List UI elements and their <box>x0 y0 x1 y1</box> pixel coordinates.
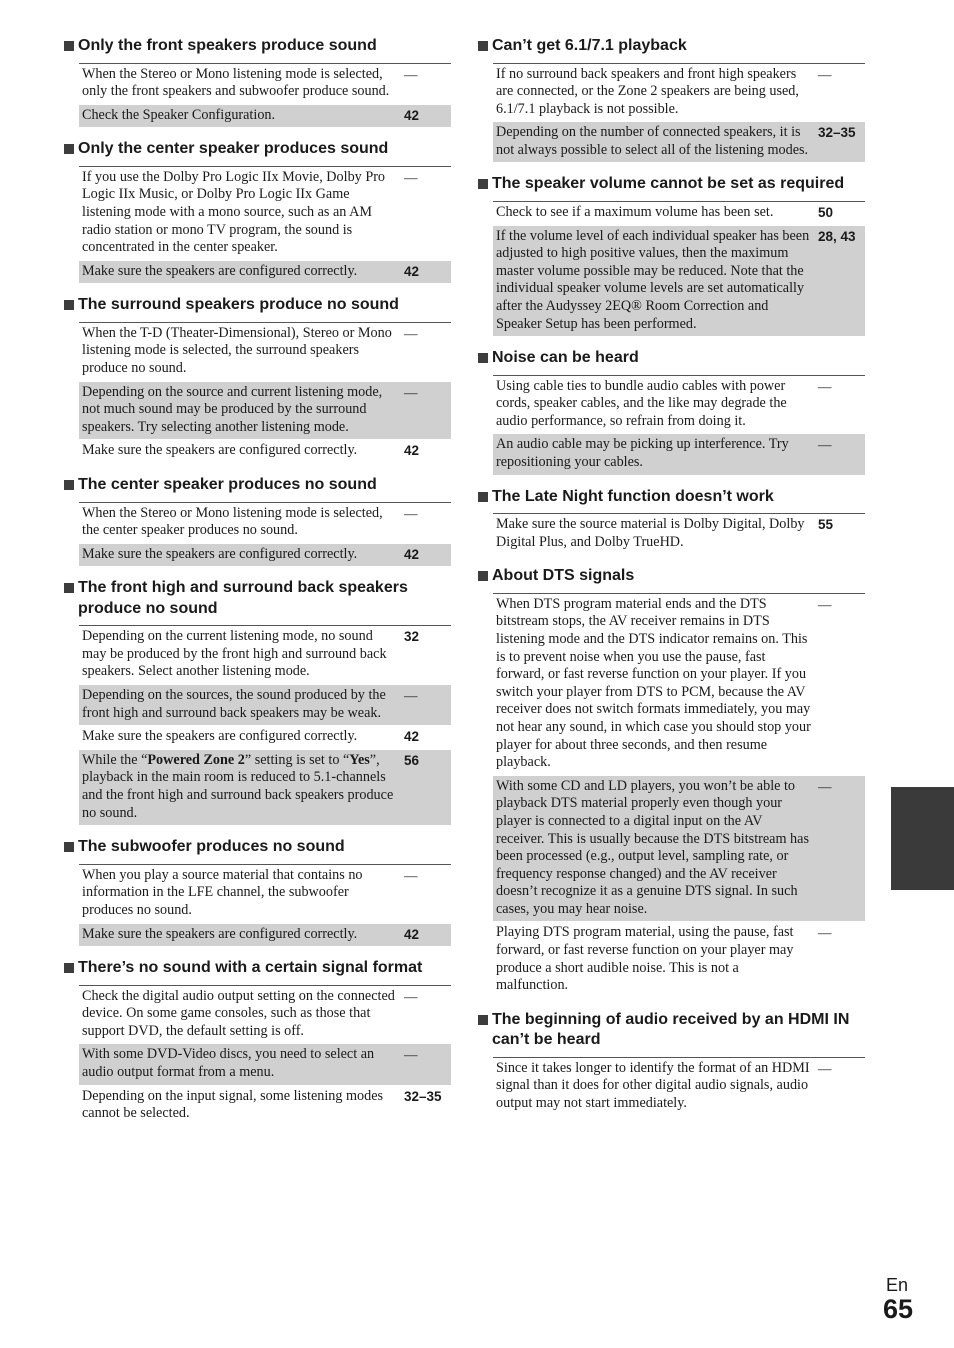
solution-row <box>79 323 451 382</box>
solution-table <box>493 201 865 337</box>
square-bullet-icon <box>478 41 488 51</box>
solution-table <box>79 502 451 568</box>
solution-row <box>493 776 865 923</box>
page-reference: 32–35 <box>404 1088 442 1104</box>
page-reference: — <box>404 1047 418 1063</box>
solution-row <box>79 167 451 261</box>
solution-text: Depending on the sources, the sound produced by the front high and surround back speakers may be weak. <box>82 687 386 721</box>
section-heading <box>64 578 451 625</box>
page-reference: 42 <box>404 926 420 942</box>
solution-table <box>493 1057 865 1117</box>
troubleshoot-section <box>64 578 451 826</box>
section-heading <box>478 1010 865 1057</box>
solution-row <box>493 376 865 435</box>
page-reference: — <box>818 925 832 941</box>
section-heading <box>64 139 451 166</box>
page-reference: 56 <box>404 752 420 768</box>
troubleshoot-section <box>64 295 451 464</box>
square-bullet-icon <box>64 300 74 310</box>
section-heading <box>64 295 451 322</box>
solution-text: If no surround back speakers and front high speakers are connected, or the Zone 2 speakers are being used, 6.1/7.1 playback is not possible. <box>496 65 799 117</box>
solution-text: Make sure the speakers are configured correctly. <box>82 262 358 279</box>
solution-text: An audio cable may be picking up interference. Try repositioning your cables. <box>496 436 789 470</box>
page-reference: — <box>818 596 832 612</box>
troubleshoot-section <box>478 348 865 475</box>
section-title: The Late Night function doesn’t work <box>492 487 774 505</box>
section-heading <box>64 36 451 63</box>
page-reference: 55 <box>818 517 834 533</box>
section-heading <box>64 958 451 985</box>
section-heading <box>64 837 451 864</box>
solution-row <box>79 105 451 129</box>
page-reference: — <box>404 867 418 883</box>
section-heading <box>478 348 865 375</box>
solution-row <box>79 1044 451 1085</box>
troubleshoot-section <box>478 174 865 337</box>
solution-row <box>79 726 451 750</box>
page-reference: 32 <box>404 629 420 645</box>
solution-row <box>493 514 865 555</box>
page-reference: 50 <box>818 204 834 220</box>
troubleshoot-section <box>64 475 451 567</box>
solution-text: With some CD and LD players, you won’t be able to playback DTS material properly even though your player is connected to a digital input on the AV receiver. This is usually because the DTS bitstream has been processed (e.g., output level, sampling rate, or frequency response changed) and the AV receiver doesn’t recognize it as a genuine DTS signal. In such cases, you may hear noise. <box>496 777 809 917</box>
solution-row <box>79 685 451 726</box>
solution-row <box>79 1086 451 1127</box>
page-reference: 42 <box>404 263 420 279</box>
page-reference: — <box>404 384 418 400</box>
solution-row <box>493 434 865 475</box>
solution-table <box>79 166 451 285</box>
solution-row <box>493 922 865 998</box>
solution-text: Since it takes longer to identify the format of an HDMI signal than it does for other digital audio signals, audio output may not start immediately. <box>496 1059 810 1112</box>
solution-text: Make sure the source material is Dolby Digital, Dolby Digital Plus, and Dolby TrueHD. <box>496 516 805 550</box>
page-reference: — <box>404 325 418 341</box>
solution-row <box>79 626 451 685</box>
page-reference: 28, 43 <box>818 228 856 244</box>
square-bullet-icon <box>478 353 488 363</box>
section-title: About DTS signals <box>492 567 635 585</box>
square-bullet-icon <box>64 963 74 973</box>
solution-text: Using cable ties to bundle audio cables with power cords, speaker cables, and the like may degrade the audio performance, so refrain from doing it. <box>496 377 787 429</box>
square-bullet-icon <box>478 1015 488 1025</box>
solution-text: Make sure the speakers are configured correctly. <box>82 442 358 459</box>
solution-table <box>493 513 865 555</box>
page-reference: — <box>404 688 418 704</box>
troubleshoot-section <box>478 1010 865 1117</box>
solution-row <box>79 750 451 826</box>
solution-text: When the T-D (Theater-Dimensional), Stereo or Mono listening mode is selected, the surround speakers produce no sound. <box>82 324 392 377</box>
solution-row <box>79 261 451 285</box>
troubleshoot-section <box>478 566 865 999</box>
page-reference: — <box>818 778 832 794</box>
page-language: En <box>886 1275 909 1295</box>
solution-text: If the volume level of each individual speaker has been adjusted to high positive values, then the maximum master volume possible may be reduced. Note that the individual speaker volume levels are set automatically after the Audyssey 2EQ® Room Correction and Speaker Setup has been performed. <box>496 227 810 332</box>
section-heading <box>478 174 865 201</box>
solution-row <box>493 226 865 338</box>
troubleshoot-section <box>64 837 451 947</box>
solution-row <box>493 64 865 123</box>
page-reference: 42 <box>404 443 420 459</box>
right-column <box>478 36 865 1128</box>
troubleshoot-section <box>64 36 451 128</box>
solution-table <box>79 985 451 1127</box>
solution-text: Make sure the speakers are configured correctly. <box>82 728 358 745</box>
solution-row <box>493 202 865 226</box>
section-title: The beginning of audio received by an HDMI IN can’t be heard <box>492 1010 850 1049</box>
solution-row <box>493 594 865 776</box>
section-tab-marker <box>891 787 954 890</box>
solution-text: Depending on the current listening mode, no sound may be produced by the front high and surround back speakers. Select another listening mode. <box>82 628 387 680</box>
solution-row <box>79 382 451 441</box>
section-title: The center speaker produces no sound <box>78 476 377 493</box>
square-bullet-icon <box>64 480 74 490</box>
section-heading <box>478 566 865 593</box>
solution-text: When the Stereo or Mono listening mode is selected, only the front speakers and subwoofer produce sound. <box>82 65 390 100</box>
solution-text: Depending on the input signal, some listening modes cannot be selected. <box>82 1087 384 1122</box>
solution-row <box>79 544 451 568</box>
solution-row <box>79 865 451 924</box>
troubleshoot-section <box>64 139 451 284</box>
solution-row <box>493 122 865 163</box>
troubleshoot-section <box>478 487 865 556</box>
section-title: Noise can be heard <box>492 349 639 367</box>
solution-text: Depending on the number of connected speakers, it is not always possible to select all of the listening modes. <box>496 124 809 158</box>
solution-text: With some DVD-Video discs, you need to select an audio output format from a menu. <box>82 1046 375 1080</box>
page-reference: — <box>818 378 832 394</box>
troubleshoot-section <box>64 958 451 1127</box>
solution-table <box>79 63 451 129</box>
solution-text: Check the Speaker Configuration. <box>82 106 276 123</box>
section-title: Can’t get 6.1/7.1 playback <box>492 37 687 54</box>
solution-table <box>79 864 451 947</box>
setting-name-emphasis: Yes <box>349 751 370 768</box>
page-reference: — <box>404 505 418 521</box>
setting-name-emphasis: Powered Zone 2 <box>147 751 245 768</box>
square-bullet-icon <box>478 571 488 581</box>
solution-table <box>493 593 865 999</box>
solution-row <box>79 986 451 1045</box>
troubleshoot-section <box>478 36 865 163</box>
solution-text: When DTS program material ends and the DTS bitstream stops, the AV receiver remains in DTS listening mode and the DTS indicator remains on. This is to prevent noise when you use the pause, fast forward, or fast reverse function on your player. If you switch your player from DTS to PCM, because the AV receiver does not switch formats immediately, you may not hear any sound, in which case you should stop your player for about three seconds, and then resume playback. <box>496 595 811 771</box>
solution-text: While the “Powered Zone 2” setting is set to “Yes”, playback in the main room is reduced to 5.1-channels and the front high and surround back speakers produce no sound. <box>82 751 394 821</box>
section-title: Only the front speakers produce sound <box>78 37 377 54</box>
section-title: Only the center speaker produces sound <box>78 140 389 158</box>
square-bullet-icon <box>478 492 488 502</box>
section-title: The speaker volume cannot be set as required <box>492 175 845 193</box>
solution-text: If you use the Dolby Pro Logic IIx Movie, Dolby Pro Logic IIx Music, or Dolby Pro Logic IIx Game listening mode with a mono source, such as an AM radio station or mono TV program, the sound is concentrated in the center speaker. <box>82 168 386 256</box>
square-bullet-icon <box>64 583 74 593</box>
square-bullet-icon <box>64 842 74 852</box>
page-reference: — <box>818 437 832 453</box>
section-heading <box>478 487 865 514</box>
solution-table <box>79 322 451 464</box>
page-reference: — <box>404 66 418 82</box>
solution-text: Make sure the speakers are configured correctly. <box>82 545 358 562</box>
solution-row <box>79 503 451 544</box>
page-reference: — <box>404 169 418 185</box>
solution-row <box>79 64 451 105</box>
solution-text: Depending on the source and current listening mode, not much sound may be produced by the surround speakers. Try selecting another listening mode. <box>82 383 383 435</box>
solution-row <box>79 440 451 464</box>
solution-text: Check the digital audio output setting on the connected device. On some game consoles, such as those that support DVD, the default setting is off. <box>82 987 395 1039</box>
section-title: There’s no sound with a certain signal format <box>78 959 423 977</box>
square-bullet-icon <box>478 179 488 189</box>
section-title: The surround speakers produce no sound <box>78 296 399 314</box>
solution-table <box>493 63 865 164</box>
square-bullet-icon <box>64 144 74 154</box>
section-title: The front high and surround back speakers produce no sound <box>78 579 408 617</box>
page-reference: — <box>404 988 418 1004</box>
solution-table <box>493 375 865 476</box>
page-reference: 42 <box>404 546 420 562</box>
solution-row <box>79 924 451 948</box>
solution-text: Playing DTS program material, using the pause, fast forward, or fast reverse function on your player may produce a short audible noise. This is not a malfunction. <box>496 924 794 994</box>
page-reference: 42 <box>404 729 420 745</box>
solution-text: When you play a source material that contains no information in the LFE channel, the subwoofer produces no sound. <box>82 866 363 918</box>
section-heading <box>478 36 865 63</box>
solution-text: When the Stereo or Mono listening mode is selected, the center speaker produces no sound. <box>82 504 383 539</box>
left-column <box>64 36 451 1138</box>
section-title: The subwoofer produces no sound <box>78 838 345 856</box>
page-reference: 42 <box>404 107 420 123</box>
page-reference: — <box>818 66 832 82</box>
page-number: 65 <box>883 1294 914 1324</box>
solution-table <box>79 625 451 826</box>
solution-text: Make sure the speakers are configured correctly. <box>82 925 358 942</box>
section-heading <box>64 475 451 502</box>
square-bullet-icon <box>64 41 74 51</box>
solution-row <box>493 1058 865 1117</box>
page-reference: 32–35 <box>818 125 856 141</box>
page-reference: — <box>818 1060 832 1076</box>
solution-text: Check to see if a maximum volume has been set. <box>496 203 774 220</box>
